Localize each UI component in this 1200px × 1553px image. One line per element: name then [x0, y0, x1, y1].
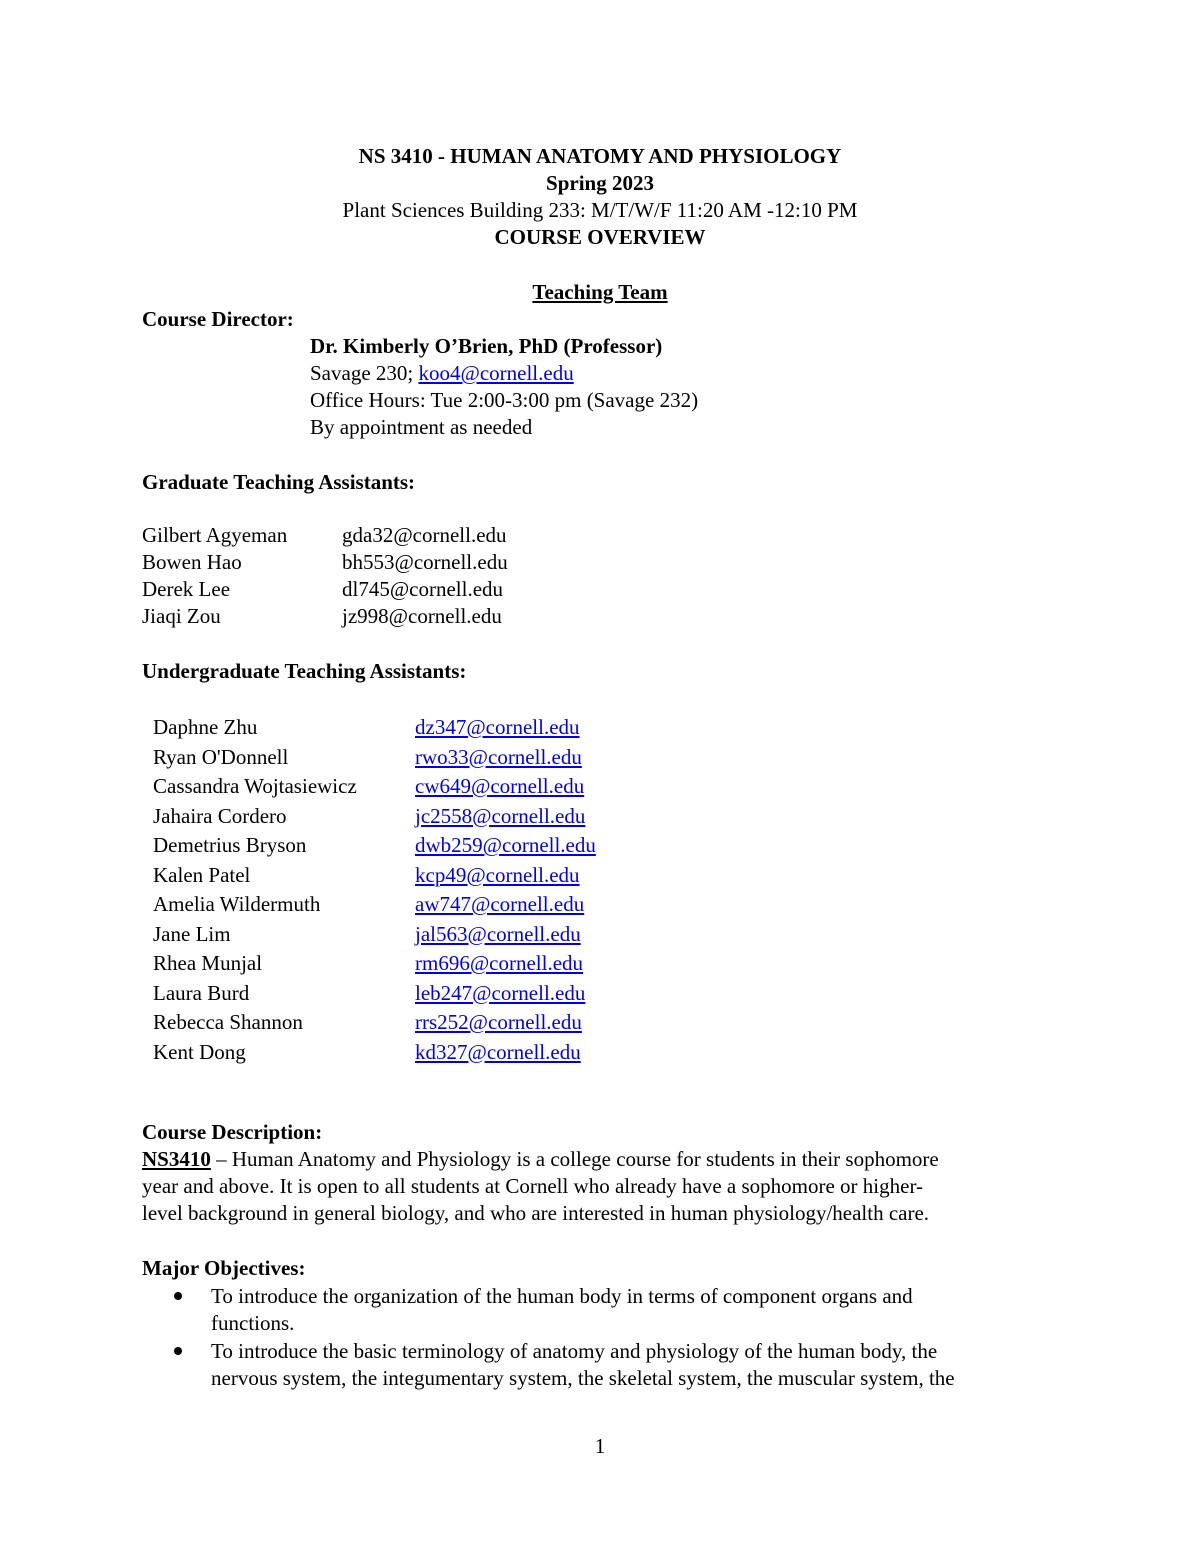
- table-row: [142, 576, 508, 603]
- director-name: Dr. Kimberly O’Brien, PhD (Professor): [310, 334, 663, 358]
- ta-name: Ryan O'Donnell: [153, 744, 289, 769]
- table-row: [153, 803, 596, 833]
- objective-2-line-2: nervous system, the integumentary system, the skeletal system, the muscular system, the: [211, 1366, 955, 1390]
- ta-name: Laura Burd: [153, 980, 250, 1005]
- ta-email-link[interactable]: rm696@cornell.edu: [415, 951, 584, 975]
- table-row: [142, 603, 508, 630]
- ta-name: Derek Lee: [142, 576, 231, 601]
- undergrad-tas-label: Undergraduate Teaching Assistants:: [142, 659, 467, 683]
- course-director-label: Course Director:: [142, 307, 294, 331]
- table-row: [153, 891, 596, 921]
- page-number: 1: [594, 1434, 606, 1458]
- ta-email: bh553@cornell.edu: [342, 549, 508, 574]
- ta-name: Cassandra Wojtasiewicz: [153, 774, 357, 798]
- director-email-link[interactable]: koo4@cornell.edu: [418, 361, 574, 385]
- course-description-label: Course Description:: [142, 1120, 323, 1144]
- ta-email-link[interactable]: leb247@cornell.edu: [415, 980, 586, 1005]
- ta-name: Jane Lim: [153, 921, 231, 946]
- ta-email-link[interactable]: kcp49@cornell.edu: [415, 862, 580, 887]
- ta-name: Rhea Munjal: [153, 951, 263, 975]
- appointment-note: By appointment as needed: [310, 415, 533, 439]
- ta-name: Rebecca Shannon: [153, 1010, 303, 1034]
- table-row: [153, 1009, 596, 1039]
- table-row: [153, 832, 596, 862]
- table-row: [153, 744, 596, 774]
- description-line-2: year and above. It is open to all students at Cornell who already have a sophomore or higher-: [142, 1174, 924, 1198]
- location-schedule: Plant Sciences Building 233: M/T/W/F 11:20 AM -12:10 PM: [342, 198, 858, 222]
- bullet-icon: [174, 1292, 182, 1300]
- ta-name: Kent Dong: [153, 1039, 246, 1064]
- ta-name: Gilbert Agyeman: [142, 523, 288, 547]
- description-line-1-text: – Human Anatomy and Physiology is a college course for students in their sophomore: [210, 1147, 939, 1171]
- ta-email-link[interactable]: cw649@cornell.edu: [415, 774, 585, 798]
- ta-name: Daphne Zhu: [153, 715, 258, 739]
- undergrad-tas-table: [153, 714, 596, 1068]
- table-row: [142, 549, 508, 576]
- objective-2-line-1: To introduce the basic terminology of anatomy and physiology of the human body, the: [211, 1339, 938, 1363]
- table-row: [153, 921, 596, 951]
- description-line-1: [142, 1146, 939, 1172]
- ta-email-link[interactable]: aw747@cornell.edu: [415, 892, 585, 916]
- grad-tas-table: [142, 522, 508, 630]
- table-row: [153, 714, 596, 744]
- table-row: [153, 980, 596, 1010]
- ta-name: Jiaqi Zou: [142, 603, 221, 628]
- ta-email-link[interactable]: jc2558@cornell.edu: [415, 803, 586, 828]
- description-line-3: level background in general biology, and who are interested in human physiology/health care.: [142, 1201, 930, 1225]
- ta-email-link[interactable]: dz347@cornell.edu: [415, 715, 580, 739]
- objective-1-line-2: functions.: [211, 1311, 295, 1335]
- ta-email-link[interactable]: kd327@cornell.edu: [415, 1039, 581, 1064]
- table-row: [153, 773, 596, 803]
- term: Spring 2023: [546, 171, 654, 195]
- table-row: [142, 522, 508, 549]
- ta-email-link[interactable]: rwo33@cornell.edu: [415, 744, 582, 769]
- ta-email: gda32@cornell.edu: [342, 523, 507, 547]
- table-row: [153, 1039, 596, 1069]
- major-objectives-label: Major Objectives:: [142, 1256, 306, 1280]
- table-row: [153, 862, 596, 892]
- bullet-icon: [174, 1347, 182, 1355]
- course-code: NS3410: [142, 1147, 211, 1171]
- table-row: [153, 950, 596, 980]
- ta-email-link[interactable]: dwb259@cornell.edu: [415, 833, 596, 857]
- ta-email: dl745@cornell.edu: [342, 576, 504, 601]
- ta-name: Amelia Wildermuth: [153, 892, 321, 916]
- ta-email-link[interactable]: rrs252@cornell.edu: [415, 1010, 582, 1034]
- course-title: NS 3410 - HUMAN ANATOMY AND PHYSIOLOGY: [358, 144, 842, 168]
- teaching-team-heading: Teaching Team: [532, 280, 668, 304]
- ta-name: Demetrius Bryson: [153, 833, 307, 857]
- section-title: COURSE OVERVIEW: [494, 225, 706, 249]
- ta-email: jz998@cornell.edu: [342, 603, 502, 628]
- ta-email-link[interactable]: jal563@cornell.edu: [415, 921, 581, 946]
- director-office-text: Savage 230;: [310, 361, 419, 385]
- director-office: [310, 360, 574, 386]
- grad-tas-label: Graduate Teaching Assistants:: [142, 470, 416, 494]
- office-hours: Office Hours: Tue 2:00-3:00 pm (Savage 232): [310, 388, 699, 412]
- objective-1-line-1: To introduce the organization of the human body in terms of component organs and: [211, 1284, 913, 1308]
- ta-name: Kalen Patel: [153, 862, 251, 887]
- ta-name: Jahaira Cordero: [153, 803, 287, 828]
- ta-name: Bowen Hao: [142, 549, 242, 574]
